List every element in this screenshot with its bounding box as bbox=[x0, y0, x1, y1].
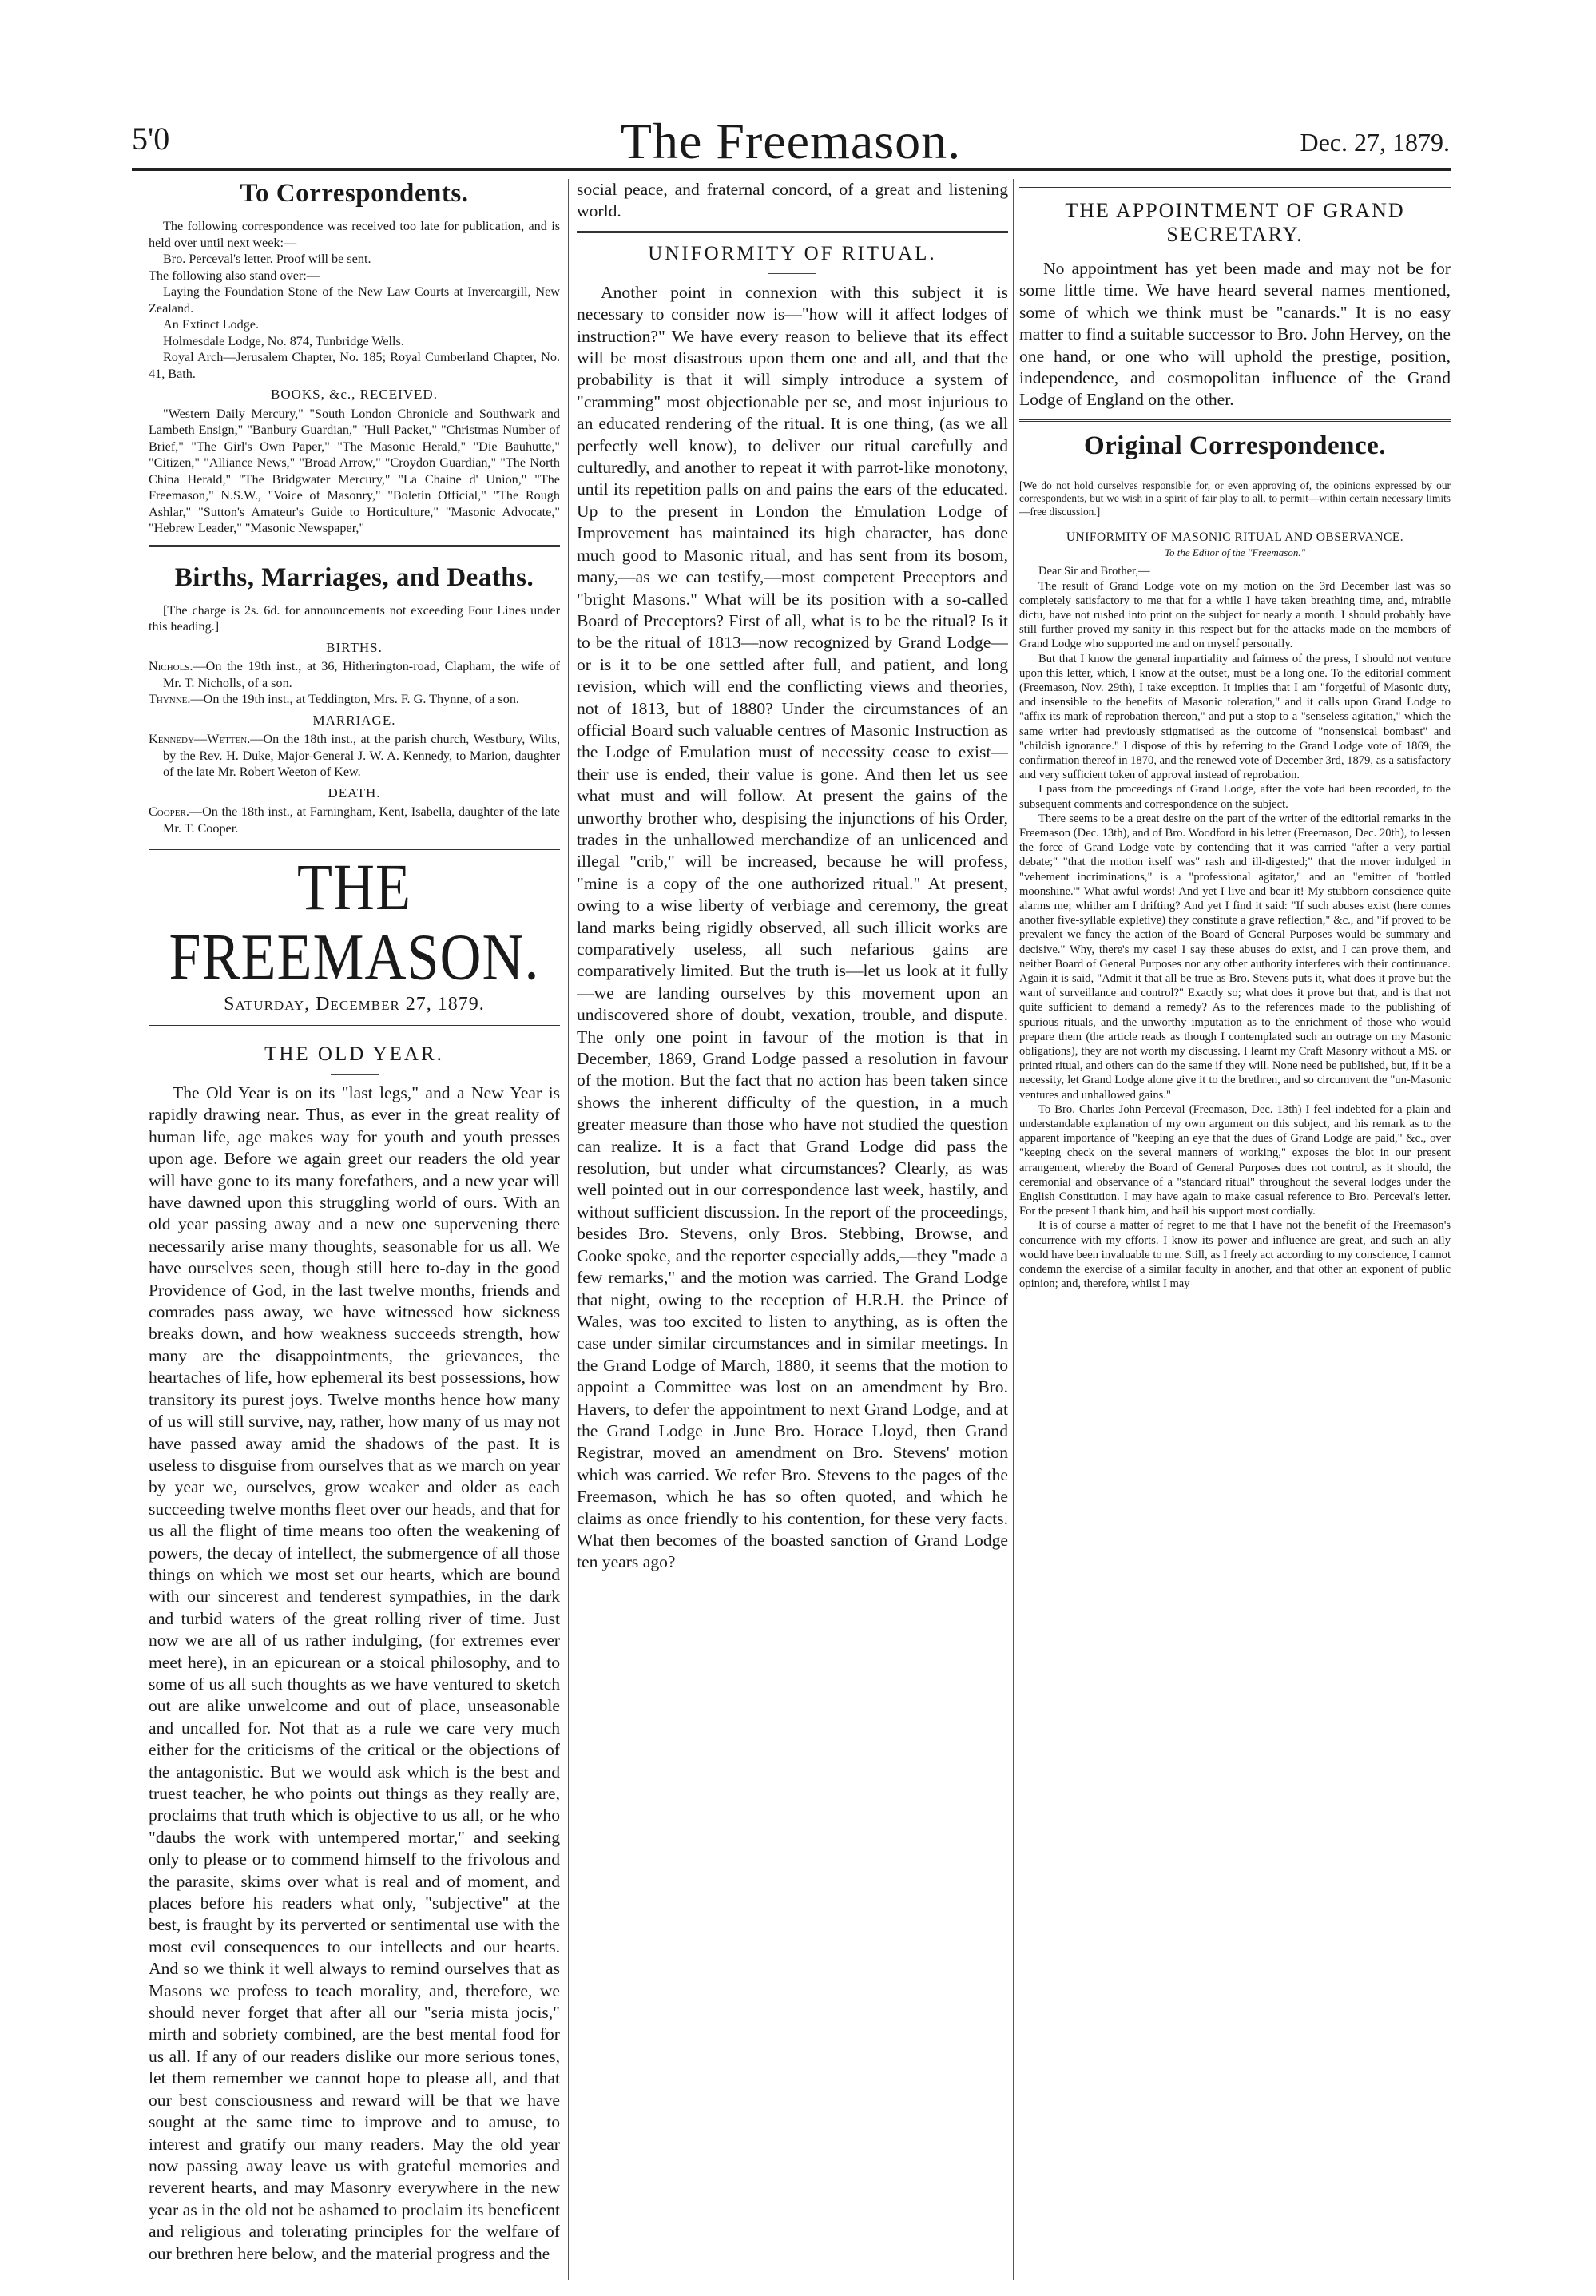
correspondent-line: Laying the Foundation Stone of the New Law Courts at Invercargill, New Zealand. bbox=[149, 284, 560, 316]
column-2 bbox=[577, 179, 1008, 2280]
births-heading: BIRTHS. bbox=[326, 639, 383, 655]
column-divider bbox=[568, 179, 569, 2280]
letter-salutation: Dear Sir and Brother,— bbox=[1038, 565, 1150, 578]
correspondent-line: The following also stand over:— bbox=[149, 268, 320, 283]
appointment-heading: THE APPOINTMENT OF GRAND SECRETARY. bbox=[1065, 199, 1405, 246]
letter-paragraph: There seems to be a great desire on the part of the writer of the editorial remarks in the Freemason (Dec. 13th), and of Bro. Woodford in his letter (Freemason, Dec. 20th), to lessen the force of Grand Lodge vote by contending that it was carried "after a very partial debate;" "that the motion itself was" rash and ill-digested;" that the mover indulged in "vehement incriminations," is a "professional agitator," and an "emitter of 'bottled moonshine.'" What awful words! And yet I live and bear it! My stubborn conscience quite alarms me; whither am I drifting? And yet I find it said: "If such abuses exist (here comes another five-syllable expletive) they constitute a grave reflection," &c., and "if proved to be prevalent we fancy the action of the Board of General Purposes would be summary and decisive." Why, there's my case! I say these abuses do exist, and I can prove them, and neither Board of General Purposes nor any other authority interferes with their continuance. Again it is said, "Admit it that all be true as Bro. Stevens puts it, what does it prove but the want of surveillance and control?" Exactly so; what does it prove but that, and is that not quite sufficient to demand a remedy? As to the references made to the publishing of spurious rituals, and the unworthy imputation as to the enrichment of those who would prepare them (the article reads as though I contemplated such an outrage on my Masonic obligations), they are not worth my discussing. I learnt my Craft Masonry without a MS. or printed ritual, and others can do the same if they will. None need be published, but, if it be a necessity, let Grand Lodge alone give it to the brethren, and so circumvent the "un-Masonic ventures and unhallowed gains." bbox=[1019, 812, 1451, 1102]
old-year-heading: THE OLD YEAR. bbox=[264, 1043, 444, 1065]
masthead bbox=[132, 113, 1450, 169]
correspondent-line: Bro. Perceval's letter. Proof will be sent. bbox=[163, 252, 371, 266]
issue-date: Dec. 27, 1879. bbox=[1300, 128, 1450, 157]
section-rule bbox=[1019, 187, 1451, 191]
column-1 bbox=[149, 179, 560, 2280]
correspondent-line: Holmesdale Lodge, No. 874, Tunbridge Wells. bbox=[163, 333, 404, 348]
bmd-note: [The charge is 2s. 6d. for announcements not exceeding Four Lines under this heading.] bbox=[149, 602, 560, 634]
letter-addressee: To the Editor of the "Freemason." bbox=[1164, 546, 1306, 559]
letter-body bbox=[1019, 564, 1451, 1291]
correspondents-heading: To Correspondents. bbox=[240, 179, 469, 208]
editorial-dateline: Saturday, December 27, 1879. bbox=[224, 994, 485, 1015]
article-paragraph: The Old Year is on its "last legs," and a New Year is rapidly drawing near. Thus, as ever in the great reality of human life, age makes way for youth and youth presses upon age. Before we again greet our readers the old year will have gone to its many forefathers, and a new year will have dawned upon this struggling world of ours. With an old year passing away and a new one supervening there necessarily arise many thoughts, seasonable for us all. We have ourselves seen, though still here to-day in the good Providence of God, in the last twelve months, friends and comrades pass away, we have witnessed how sickness breaks down, and how weakness succeeds strength, how many are the disappointments, the grievances, the heartaches of life, how ephemeral its best possessions, how transitory its purest joys. Twelve months hence how many of us will still survive, nay, rather, how many of us may not have passed away amid the shadows of the past. It is useless to disguise from ourselves that as we march on year by year we, ourselves, grow weaker and older as each succeeding twelve months fleet over our heads, and that for us all the flight of time means too often the weakening of powers, the decay of intellect, the submergence of all those things on which we most set our hearts, which are bound with our sincerest and tenderest sympathies, in the dark and turbid waters of the great rolling river of time. Just now we are all of us rather indulging, (for extremes ever meet here), in an epicurean or a stoical philosophy, and to some of us all such thoughts as we have ventured to sketch out are alike unwelcome and out of place, unseasonable and uncalled for. Not that as a rule we care very much either for the criticisms of the critical or the objections of the antagonistic. But we would ask which is the best and truest teacher, he who points out things as they really are, proclaims that truth which is objective to us all, or he who "daubs the work with untempered mortar," and seeking only to please or to commend himself to the frivolous and the parasite, skims over what is real and of moment, and places before his readers what only, "subjective" at the best, is fraught by its perverted or sentimental use with the most evil consequences to our intellects and our hearts. And so we think it well always to remind ourselves that as Masons we profess to teach morality, and, therefore, we should never forget that after all our "seria mista jocis," mirth and sobriety combined, are the best mental food for us all. If any of our readers dislike our more serious tones, let them remember we cannot hope to please all, and that our best consciousness and reward will be that we have sought at the same time to improve and to amuse, to interest and gratify our many readers. May the old year now passing away leave us with grateful memories and reverent hearts, and may Masonry everywhere in the new year as in the old not be ashamed to proclaim its beneficent and religious and tolerating principles for the welfare of our brethren here below, and the material progress and the bbox=[149, 1083, 560, 2263]
correspondent-line: An Extinct Lodge. bbox=[163, 317, 260, 332]
masthead-rule bbox=[132, 168, 1451, 171]
column-divider bbox=[1013, 179, 1014, 2280]
letter-title: UNIFORMITY OF MASONIC RITUAL AND OBSERVANCE. bbox=[1066, 530, 1404, 545]
section-rule bbox=[149, 545, 560, 549]
bmd-heading: Births, Marriages, and Deaths. bbox=[174, 562, 534, 592]
books-received-text: "Western Daily Mercury," "South London Chronicle and Southwark and Lambeth Ensign," "Banbury Guardian," "Hull Packet," "Christmas Number of Brief," "The Girl's Own Paper," "The Masonic Herald," "Die Bauhutte," "Citizen," "Alliance News," "Broad Arrow," "Croydon Guardian," "The North China Herald," "The Bridgwater Mercury," "La Chaine d' Union," "The Freemason," N.S.W., "Voice of Masonry," "Boletin Official," "The Rough Ashlar," "Sutton's Amateur's Guide to Horticulture," "Masonic Advocate," "Hebrew Leader," "Masonic Newspaper," bbox=[149, 406, 560, 535]
books-heading: BOOKS, &c., RECEIVED. bbox=[271, 387, 438, 402]
birth-notice: Nichols.—On the 19th inst., at 36, Hitherington-road, Clapham, the wife of Mr. T. Nicholls, of a son. bbox=[149, 659, 560, 690]
article-paragraph: Another point in connexion with this subject it is necessary to consider now is—"how will it affect lodges of instruction?" We have every reason to believe that its effect will be most disastrous upon them one and all, and that the probability is that it will simply introduce a system of "cramming" most objectionable per se, and most injurious to an educated rendering of the ritual. It is one thing, (as we all perfectly well know), to deliver our ritual carefully and culturedly, and another to repeat it with parrot-like monotony, until its repetition palls on and pains the ears of the educated. Up to the present in London the Emulation Lodge of Improvement has maintained its high character, has done much good to Masonic ritual, and has sent from its bosom, many,—as we can testify,—most competent Preceptors and "bright Masons." What will be its position with a so-called Board of Preceptors? First of all, what is to be the ritual? Is it to be the ritual of 1813—now recognized by Grand Lodge—or is it to be one settled after full, and patient, and long revision, which will end the conflicting views and theories, not of 1813, but of 1880? Under the circumstances of an official Board such valuable centres of Masonic Instruction as the Lodge of Emulation must of necessity cease to exist—their use is ended, their value is gone. And then let us see what must and will follow. At present the gains of the unworthy brother who, despising the injunctions of his Order, trades in the unhallowed merchandize of an unlicenced and illegal "crib," will be increased, because he will profess, "mine is a copy of the one authorized ritual." At present, owing to a wise liberty of verbiage and ceremony, the great land marks being rigidly observed, all such illicit works are comparatively useless, all such nefarious gains are comparatively limited. But the truth is—let us look at it fully—we are landing ourselves by this movement upon an undiscovered shore of doubt, vexation, trouble, and dispute. The only one point in favour of the motion is that in December, 1869, Grand Lodge passed a resolution in favour of the motion. But the fact that no action has been taken since shows the inherent difficulty of the question, in a much greater measure than those who have not studied the question can realize. It is a fact that Grand Lodge did pass the resolution, but under what circumstances? Clearly, as was well pointed out in our correspondence last week, hastily, and without sufficient discussion. In the report of the proceedings, besides Bro. Stevens, only Bros. Stebbing, Browse, and Cooke spoke, and the reporter especially adds,—they "made a few remarks," and the motion was carried. The Grand Lodge that night, owing to the reception of H.R.H. the Prince of Wales, was too excited to listen to anything, as is often the case under similar circumstances and in similar meetings. In the Grand Lodge of March, 1880, it seems that the motion to appoint a Committee was lost on an amendment by Bro. Havers, to defer the appointment to next Grand Lodge, and at the Grand Lodge in June Bro. Horace Lloyd, then Grand Registrar, moved an amendment on Bro. Stevens' motion which was carried. We refer Bro. Stevens to the pages of the Freemason, which he has so often quoted, and which he claims as once friendly to his contention, for these very facts. What then becomes of the boasted sanction of Grand Lodge ten years ago? bbox=[577, 282, 1008, 1572]
editorial-disclaimer: [We do not hold ourselves responsible for, or even approving of, the opinions expressed by our correspondents, but we wish in a spirit of fair play to all, to permit—within certain necessary limits—free discussion.] bbox=[1019, 479, 1451, 518]
editorial-masthead-title: THE FREEMASON. bbox=[169, 850, 540, 994]
correspondent-line: Royal Arch—Jerusalem Chapter, No. 185; Royal Cumberland Chapter, No. 41, Bath. bbox=[149, 350, 560, 381]
page-number: 5'0 bbox=[132, 121, 170, 157]
letter-paragraph: I pass from the proceedings of Grand Lodge, after the vote had been recorded, to the subsequent comments and correspondence on the subject. bbox=[1019, 783, 1451, 811]
section-rule bbox=[149, 1025, 560, 1026]
article-paragraph: No appointment has yet been made and may not be for some little time. We have heard several names mentioned, some of which we think must be "canards." It is no easy matter to find a suitable successor to Bro. John Hervey, on the one hand, or one who will uphold the prestige, position, independence, and cosmopolitan influence of the Grand Lodge of England on the other. bbox=[1019, 259, 1451, 410]
death-heading: DEATH. bbox=[328, 785, 381, 800]
birth-notice: Thynne.—On the 19th inst., at Teddington, Mrs. F. G. Thynne, of a son. bbox=[149, 692, 519, 706]
letter-paragraph: The result of Grand Lodge vote on my motion on the 3rd December last was so completely satisfactory to me that for a while I have taken breathing time, and, mirabile dictu, have not rushed into print on the subject for nearly a month. I should probably have still further proved my sanity in this respect but for the attacks made on the members of Grand Lodge who supported me and on myself personally. bbox=[1019, 579, 1451, 651]
letter-paragraph: But that I know the general impartiality and fairness of the press, I should not venture upon this letter, which, I know at the outset, must be a long one. To the editorial comment (Freemason, Nov. 29th), I take exception. It implies that I am "forgetful of Masonic duty, and insensible to the benefits of Masonic toleration," and it calls upon Grand Lodge to "affix its mark of reprobation thereon," and put a stop to a "senseless agitation," which the same writer had previously stigmatised as the outcome of "nonsensical bombast" and "childish ignorance." I dispose of this by referring to the Grand Lodge vote of 1869, the confirmation thereof in 1870, and the renewed vote of December 3rd, 1879, as a satisfactory and very sufficient token of approval instead of reprobation. bbox=[1019, 652, 1451, 782]
article-paragraph-continued: social peace, and fraternal concord, of a great and listening world. bbox=[577, 180, 1008, 221]
section-rule bbox=[577, 231, 1008, 235]
letter-paragraph: To Bro. Charles John Perceval (Freemason, Dec. 13th) I feel indebted for a plain and understandable explanation of my own argument on this subject, and his remark as to the apparent importance of "keeping an eye that the dues of Grand Lodge are paid," &c., over "keeping check on the several manners of working," exposes the blot in our present arrangement, whereby the Board of General Purposes does not control, as it should, the ceremonial and observance of a "standard ritual" throughout the several lodges under the English Constitution. I may have again to make casual reference to Bro. Perceval's letter. For the present I thank him, and hail his support most cordially. bbox=[1019, 1102, 1451, 1218]
newspaper-title: The Freemason. bbox=[620, 113, 962, 169]
uniformity-article bbox=[577, 282, 1008, 1574]
short-rule bbox=[331, 1074, 379, 1075]
column-3 bbox=[1019, 179, 1451, 2280]
short-rule bbox=[768, 273, 816, 274]
marriage-heading: MARRIAGE. bbox=[312, 712, 396, 728]
death-notice: Cooper.—On the 18th inst., at Farningham, Kent, Isabella, daughter of the late Mr. T. Cooper. bbox=[149, 804, 560, 836]
bmd-section bbox=[149, 602, 560, 837]
old-year-article bbox=[149, 1082, 560, 2265]
appointment-article bbox=[1019, 258, 1451, 411]
original-correspondence-heading: Original Correspondence. bbox=[1083, 431, 1387, 460]
uniformity-heading: UNIFORMITY OF RITUAL. bbox=[648, 242, 937, 264]
marriage-notice: Kennedy—Wetten.—On the 18th inst., at the parish church, Westbury, Wilts, by the Rev. H. Duke, Major-General J. W. A. Kennedy, to Marion, daughter of the late Mr. Robert Weeton of Kew. bbox=[149, 732, 560, 779]
section-rule bbox=[1019, 419, 1451, 423]
correspondents-section bbox=[149, 218, 560, 537]
correspondent-line: The following correspondence was received too late for publication, and is held over until next week:— bbox=[149, 219, 560, 250]
letter-paragraph: It is of course a matter of regret to me that I have not the benefit of the Freemason's concurrence with my efforts. I know its power and influence are great, and such an ally would have been invaluable to me. Still, as I freely act according to my conscience, I cannot condemn the exercise of a similar faculty in another, and that other an exponent of public opinion; and, therefore, whilst I may bbox=[1019, 1219, 1451, 1291]
old-year-continued bbox=[577, 179, 1008, 223]
